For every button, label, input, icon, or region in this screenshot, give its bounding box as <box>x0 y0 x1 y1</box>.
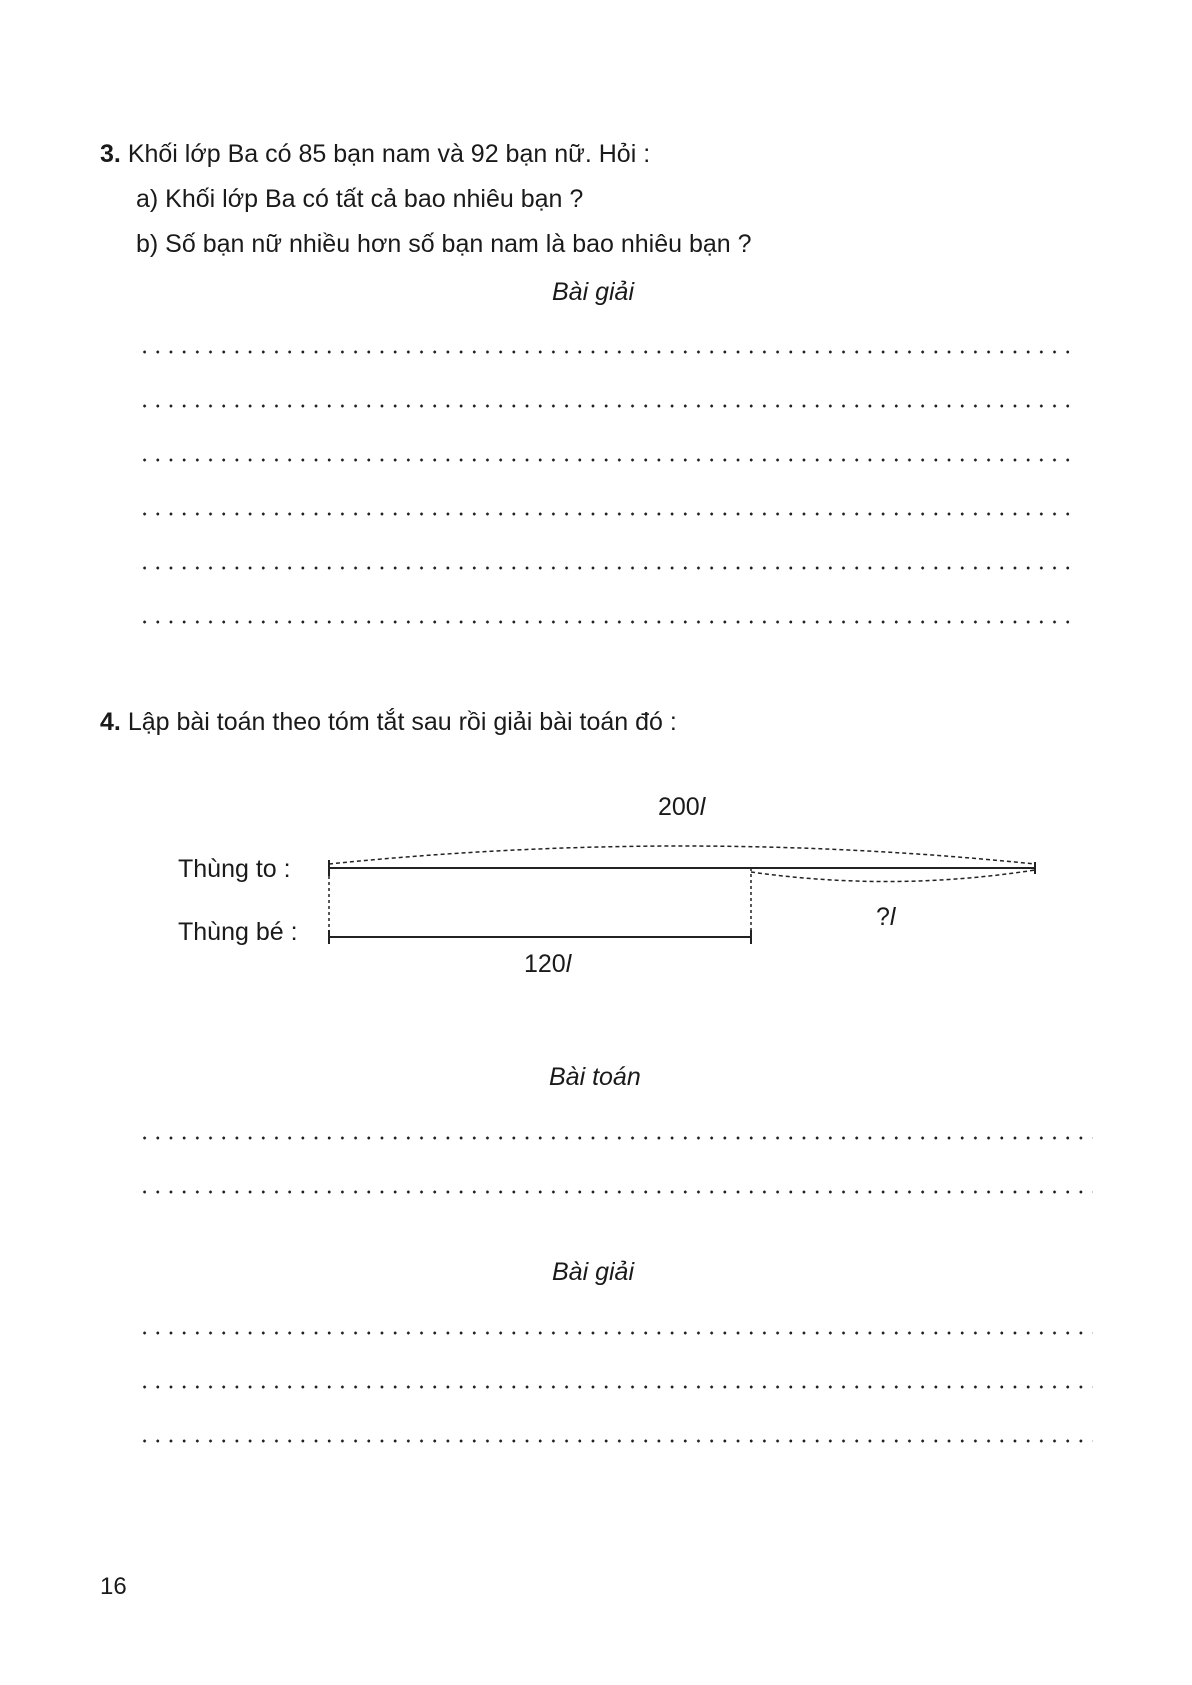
small-unit: l <box>565 950 572 978</box>
answer-line-4-2[interactable] <box>138 1384 1093 1390</box>
answer-line-4-3[interactable] <box>138 1438 1093 1444</box>
segment-diagram <box>0 780 1192 1000</box>
answer-line-3-5[interactable] <box>138 565 1078 571</box>
exercise-4-number: 4. <box>100 708 121 736</box>
small-value-label <box>524 950 571 979</box>
problem-line-1[interactable] <box>138 1135 1093 1141</box>
total-value-label <box>658 793 705 822</box>
answer-line-3-6[interactable] <box>138 619 1078 625</box>
answer-line-3-1[interactable] <box>138 349 1078 355</box>
difference-value-label <box>876 903 895 932</box>
total-unit: l <box>699 793 706 821</box>
difference-brace <box>751 870 1035 882</box>
small-value: 120 <box>524 950 566 978</box>
exercise-3-prompt <box>100 140 650 169</box>
difference-unit: l <box>889 903 896 931</box>
problem-line-2[interactable] <box>138 1189 1093 1195</box>
answer-line-4-1[interactable] <box>138 1330 1093 1336</box>
answer-line-3-4[interactable] <box>138 511 1078 517</box>
exercise-3-solution-heading: Bài giải <box>552 278 634 306</box>
exercise-4-prompt <box>100 708 677 737</box>
total-brace <box>329 846 1035 864</box>
exercise-4-solution-heading: Bài giải <box>552 1258 634 1286</box>
page-number: 16 <box>100 1573 127 1600</box>
difference-value: ? <box>876 903 890 931</box>
exercise-3-text: Khối lớp Ba có 85 bạn nam và 92 bạn nữ. Hỏi : <box>127 140 651 168</box>
big-barrel-label: Thùng to : <box>178 855 291 883</box>
exercise-3-part-b: b) Số bạn nữ nhiều hơn số bạn nam là bao nhiêu bạn ? <box>136 230 752 258</box>
small-barrel-label: Thùng bé : <box>178 918 298 946</box>
exercise-4-text: Lập bài toán theo tóm tắt sau rồi giải bài toán đó : <box>127 708 677 736</box>
answer-line-3-2[interactable] <box>138 403 1078 409</box>
total-value: 200 <box>658 793 700 821</box>
exercise-4-problem-heading: Bài toán <box>549 1063 641 1091</box>
exercise-3-part-a: a) Khối lớp Ba có tất cả bao nhiêu bạn ? <box>136 185 584 213</box>
answer-line-3-3[interactable] <box>138 457 1078 463</box>
exercise-3-number: 3. <box>100 140 121 168</box>
